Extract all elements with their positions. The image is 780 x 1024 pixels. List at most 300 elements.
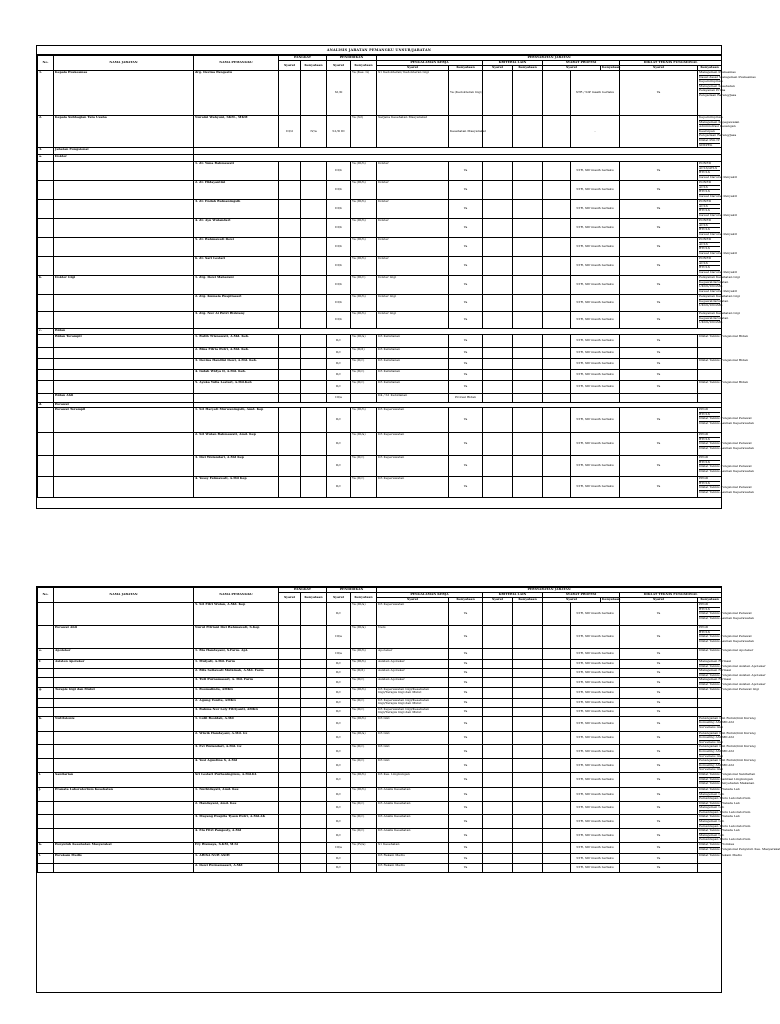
kriteria-syarat — [543, 707, 571, 716]
col-nama-jabatan: NAMA JABATAN — [54, 588, 194, 603]
pengalaman-kenyataan — [513, 669, 543, 678]
jabatan-name: Nutrisionis — [54, 716, 194, 731]
diklat-item: PONED — [699, 218, 712, 223]
pengalaman-kenyataan — [513, 678, 543, 687]
pengalaman-syarat — [483, 843, 513, 854]
diklat-item: Diklat Teknis Fungsional Perawat — [699, 464, 752, 469]
pangkat-syarat — [279, 200, 301, 219]
diklat-item: PPGD — [699, 625, 709, 629]
diklat-item: BTCLS — [699, 630, 720, 635]
pengalaman-syarat — [483, 716, 513, 731]
kriteria-syarat — [543, 698, 571, 707]
syarat-profesi: - — [571, 116, 620, 148]
pemangku-name: 2. Agung Yunita, AMKG — [194, 698, 279, 707]
pendidikan-kenyataan: Ya (III/b) — [351, 257, 377, 276]
jabatan-name — [54, 698, 194, 707]
pengalaman-kenyataan — [513, 312, 543, 329]
diklat-list — [698, 800, 751, 815]
pemangku-name — [194, 394, 279, 403]
row-number — [38, 238, 54, 257]
pemangku-name: 3. Mayang Puspita Tyasn Putri, A.Md.AK — [194, 815, 279, 829]
row-number: 1. — [38, 71, 54, 116]
pangkat-kenyataan — [301, 731, 327, 745]
row-number — [38, 829, 54, 843]
col-no: No. — [38, 56, 54, 71]
row-number: h. — [38, 716, 54, 731]
diklat-item: Pelayanan Kesehatan Gigi — [699, 311, 740, 316]
syarat-profesi-kenyataan: Ya — [620, 669, 698, 678]
persyaratan-kenyataan: Ya — [449, 276, 483, 295]
syarat-profesi-kenyataan: Ya — [620, 745, 698, 759]
jabatan-name — [54, 238, 194, 257]
diklat-item: PONED — [699, 161, 712, 166]
pengalaman-syarat — [483, 162, 513, 181]
syarat-profesi-kenyataan: Ya — [620, 276, 698, 295]
pengalaman-kenyataan — [513, 815, 543, 829]
diklat-list — [698, 161, 737, 181]
jabatan-name: Dokter Gigi — [54, 276, 194, 295]
pengalaman-syarat — [483, 477, 513, 498]
jabatan-name: Pranata Laboratorium Kesehatan — [54, 787, 194, 801]
pendidikan-syarat: II/c — [327, 669, 351, 678]
diklat-list — [698, 476, 754, 498]
diklat-item: Manajemen Farmasi — [699, 668, 732, 673]
diklat-item: Diklat Teknis Fungsional Bidan — [699, 334, 748, 339]
pengalaman-kenyataan — [513, 116, 543, 148]
row-number — [38, 456, 54, 477]
diklat-item: BTCLS — [699, 189, 720, 194]
jabatan-name — [54, 456, 194, 477]
jabatan-name — [54, 219, 194, 238]
pangkat-kenyataan — [301, 854, 327, 864]
diklat-item: Pelayanan Prima — [699, 88, 726, 93]
pangkat-syarat — [279, 843, 301, 854]
syarat-profesi-kenyataan: Ya — [620, 626, 698, 649]
pangkat-syarat — [279, 348, 301, 359]
pengalaman-syarat — [483, 370, 513, 381]
pangkat-kenyataan — [301, 433, 327, 456]
pendidikan-syarat: II/c — [327, 707, 351, 716]
syarat-profesi: STR, SIP masih berlaku — [571, 649, 620, 660]
syarat-profesi: STR, SIP masih berlaku — [571, 829, 620, 843]
diklat-list — [698, 602, 754, 626]
col-sp-kenyataan: Kenyataan — [602, 597, 621, 602]
pengalaman-kenyataan — [513, 162, 543, 181]
syarat-profesi-kenyataan: Ya — [620, 660, 698, 669]
row-number — [38, 181, 54, 200]
persyaratan-syarat: S1 Kesehatan — [377, 843, 449, 854]
diklat-item: PPGD — [699, 602, 709, 606]
syarat-profesi: STR, SIP masih berlaku — [571, 815, 620, 829]
syarat-profesi-kenyataan: Ya — [620, 456, 698, 477]
diklat-list — [698, 814, 751, 829]
syarat-profesi-kenyataan: Ya — [620, 219, 698, 238]
col-diklat: DIKLAT TEKNIS FUNGSIONAL — [620, 593, 722, 598]
diklat-list — [698, 275, 740, 295]
persyaratan-syarat: D3 Gizi — [377, 759, 449, 773]
kriteria-syarat — [543, 162, 571, 181]
syarat-profesi-kenyataan: Ya — [620, 603, 698, 626]
persyaratan-kenyataan: Ya — [449, 181, 483, 200]
pengalaman-kenyataan — [513, 359, 543, 370]
table-row — [38, 745, 722, 759]
syarat-profesi: STR, SIP masih berlaku — [571, 787, 620, 801]
diklat-item: Gawat Darurat Penyakit — [699, 269, 737, 274]
pemangku-name: drg. Devina Pangestu — [194, 71, 279, 116]
pemangku-name: 1. Nurhidayati, Amd. Kes — [194, 787, 279, 801]
pangkat-syarat — [279, 829, 301, 843]
col-pendidikan: PENDIDIKAN — [327, 588, 377, 593]
persyaratan-kenyataan: Profesi Bidan — [449, 394, 483, 403]
jabatan-name — [54, 181, 194, 200]
syarat-profesi-kenyataan: Ya — [620, 787, 698, 801]
pengalaman-kenyataan — [513, 181, 543, 200]
pemangku-name: 3. dr. Endah Ratnaningsih — [194, 200, 279, 219]
pangkat-kenyataan: IV/a — [301, 116, 327, 148]
pendidikan-syarat: III/a — [327, 843, 351, 854]
syarat-profesi-kenyataan: Ya — [620, 772, 698, 787]
jabatan-name: Terapis Gigi dan Mulut — [54, 687, 194, 698]
kriteria-syarat — [543, 276, 571, 295]
diklat-item: Kepemimpinan — [699, 79, 723, 84]
pengalaman-syarat — [483, 707, 513, 716]
persyaratan-syarat: D3 Analis Kesehatan — [377, 815, 449, 829]
jabatan-name — [54, 678, 194, 687]
jabatan-name — [54, 200, 194, 219]
persyaratan-syarat: D3 Keperawatan — [377, 477, 449, 498]
pemangku-name: 3. Evi Wulandari, A.Md. Gz — [194, 745, 279, 759]
kriteria-syarat — [543, 238, 571, 257]
diklat-list — [698, 686, 760, 698]
pengalaman-kenyataan — [513, 71, 543, 116]
persyaratan-syarat: S1 Kedokteran/ Kedokteran Gigi — [377, 71, 449, 116]
diklat-item: SIMPEG — [699, 143, 720, 148]
pemangku-name: 1. Lutfi Rosidah, A.Md — [194, 716, 279, 731]
syarat-profesi: STR, SIP masih berlaku — [571, 801, 620, 815]
syarat-profesi-kenyataan: Ya — [620, 854, 698, 864]
pangkat-syarat — [279, 219, 301, 238]
jabatan-name — [54, 745, 194, 759]
col-nama-pemangku: NAMA PEMANGKU — [194, 56, 279, 71]
diklat-item: Gawat Darurat Penyakit — [699, 250, 737, 255]
kriteria-syarat — [543, 181, 571, 200]
diklat-item: Diklat Teknis Pranata Lab — [699, 828, 740, 833]
syarat-profesi-kenyataan: Ya — [620, 698, 698, 707]
pengalaman-kenyataan — [513, 295, 543, 312]
pangkat-syarat — [279, 660, 301, 669]
persyaratan-kenyataan: Ya — [449, 408, 483, 433]
diklat-item: BTCLS — [699, 227, 720, 232]
pendidikan-syarat: III/b — [327, 276, 351, 295]
pengalaman-kenyataan — [513, 238, 543, 257]
pangkat-kenyataan — [301, 801, 327, 815]
pangkat-syarat — [279, 276, 301, 295]
pendidikan-kenyataan: Ya (II/c) — [351, 381, 377, 394]
syarat-profesi-kenyataan: Ya — [620, 707, 698, 716]
pendidikan-syarat: II/c — [327, 370, 351, 381]
syarat-profesi: STR, SIP masih berlaku — [571, 678, 620, 687]
table-row — [38, 731, 722, 745]
row-number: 2. — [38, 116, 54, 148]
diklat-item: Diklat Teknis Pranata Lab — [699, 800, 740, 805]
analysis-table-continued — [37, 587, 780, 873]
pendidikan-syarat: III/b — [327, 238, 351, 257]
persyaratan-kenyataan: Ya — [449, 456, 483, 477]
pangkat-kenyataan — [301, 716, 327, 731]
diklat-item: Konseling ASI/MP-ASI — [699, 720, 734, 725]
pendidikan-syarat: III/b — [327, 162, 351, 181]
pendidikan-syarat: II/c — [327, 335, 351, 348]
pangkat-syarat: III/d — [279, 116, 301, 148]
persyaratan-syarat: D3 Kebidanan — [377, 335, 449, 348]
syarat-profesi: STR, SIP masih berlaku — [571, 626, 620, 649]
diklat-list — [698, 677, 766, 687]
diklat-list — [698, 237, 737, 257]
pendidikan-kenyataan: Ya (II/c) — [351, 698, 377, 707]
pendidikan-kenyataan: Ya (III/b) — [351, 312, 377, 329]
pengalaman-kenyataan — [513, 200, 543, 219]
diklat-item: Surveilans Gizi — [699, 767, 723, 772]
jabatan-name — [54, 433, 194, 456]
syarat-profesi-kenyataan: Ya — [620, 433, 698, 456]
col-pend-syarat: Syarat — [327, 61, 351, 71]
pengalaman-syarat — [483, 787, 513, 801]
pangkat-syarat — [279, 787, 301, 801]
col-persyaratan: PERSYARATAN JABATAN — [377, 56, 722, 61]
pendidikan-syarat: II/c — [327, 678, 351, 687]
row-number — [38, 801, 54, 815]
pangkat-kenyataan — [301, 456, 327, 477]
diklat-item: Konseling ASI/MP-ASI — [699, 762, 734, 767]
persyaratan-kenyataan: Ya — [449, 669, 483, 678]
diklat-item: Gawat Darurat Penyakit — [699, 231, 737, 236]
persyaratan-syarat: D3 Gizi — [377, 731, 449, 745]
jabatan-name — [54, 381, 194, 394]
jabatan-name: Sanitarian — [54, 772, 194, 787]
pangkat-kenyataan — [301, 348, 327, 359]
pendidikan-syarat: II/c — [327, 698, 351, 707]
syarat-profesi-kenyataan: Ya — [620, 381, 698, 394]
col-kriteria-kenyataan: Kenyataan — [513, 66, 543, 71]
syarat-profesi-kenyataan: Ya — [620, 477, 698, 498]
row-number — [38, 433, 54, 456]
syarat-profesi-kenyataan: Ya — [620, 312, 698, 329]
table-row — [38, 801, 722, 815]
pengalaman-kenyataan — [513, 787, 543, 801]
pendidikan-kenyataan: Ya (II/c) — [351, 456, 377, 477]
diklat-item: Gawat Darurat Penyakit — [699, 174, 737, 179]
syarat-profesi: STR, SIP masih berlaku — [571, 219, 620, 238]
persyaratan-kenyataan: Ya — [449, 295, 483, 312]
persyaratan-kenyataan: Ya — [449, 603, 483, 626]
table-row — [38, 408, 722, 433]
pengalaman-syarat — [483, 759, 513, 773]
pengalaman-kenyataan — [513, 456, 543, 477]
pendidikan-kenyataan: Ya (II/c) — [351, 370, 377, 381]
pengalaman-kenyataan — [513, 829, 543, 843]
diklat-item: UKGS/UKGMB — [699, 320, 723, 325]
row-number — [38, 370, 54, 381]
pendidikan-syarat: II/c — [327, 731, 351, 745]
row-number — [38, 348, 54, 359]
table-row — [38, 394, 722, 403]
persyaratan-syarat: D3 Keperawatan — [377, 433, 449, 456]
pendidikan-syarat: II/c — [327, 433, 351, 456]
diklat-list — [698, 698, 722, 707]
jabatan-name — [54, 603, 194, 626]
pengalaman-syarat — [483, 335, 513, 348]
pangkat-kenyataan — [301, 381, 327, 394]
syarat-profesi: STR, SIP masih berlaku — [571, 660, 620, 669]
persyaratan-syarat: D3 Keperawatan — [377, 603, 449, 626]
pangkat-kenyataan — [301, 815, 327, 829]
persyaratan-syarat: D3 Rekam Medis — [377, 854, 449, 864]
col-kriteria: KRITERIA LAIN — [483, 61, 543, 66]
pangkat-kenyataan — [301, 678, 327, 687]
syarat-profesi: STR, SIP masih berlaku — [571, 433, 620, 456]
syarat-profesi-kenyataan: Ya — [620, 801, 698, 815]
col-kriteria: KRITERIA LAIN — [483, 593, 543, 598]
table-header — [38, 56, 722, 71]
pengalaman-syarat — [483, 116, 513, 148]
syarat-profesi-kenyataan: Ya — [620, 335, 698, 348]
diklat-item: BTCLS — [699, 412, 720, 417]
pendidikan-syarat: II/c — [327, 801, 351, 815]
pengalaman-kenyataan — [513, 660, 543, 669]
syarat-profesi: STR, SIP masih berlaku — [571, 359, 620, 370]
col-diklat-syarat: Syarat — [620, 598, 698, 603]
row-number — [38, 200, 54, 219]
diklat-item: Diklat Teknis Pranata Lab — [699, 814, 740, 819]
table-header — [38, 588, 722, 603]
jabatan-name — [54, 731, 194, 745]
row-number: f. — [38, 660, 54, 669]
diklat-item: Diklat Teknis Rekam Medis — [699, 853, 742, 858]
pengalaman-kenyataan — [513, 745, 543, 759]
persyaratan-syarat: D3 Keperawatan — [377, 408, 449, 433]
pengalaman-kenyataan — [513, 408, 543, 433]
persyaratan-kenyataan: Ya — [449, 687, 483, 698]
diklat-item: Diklat Teknis Asuhan Keperawatan — [699, 615, 754, 620]
pengalaman-kenyataan — [513, 335, 543, 348]
kriteria-syarat — [543, 312, 571, 329]
diklat-list — [698, 334, 748, 348]
pendidikan-syarat: III/b — [327, 295, 351, 312]
row-number: j. — [38, 787, 54, 801]
pemangku-name: 3. Dwi Wulandari, A.Md Kep — [194, 456, 279, 477]
row-number — [38, 731, 54, 745]
pengalaman-syarat — [483, 698, 513, 707]
syarat-profesi: STR, SIP masih berlaku — [571, 707, 620, 716]
kriteria-syarat — [543, 731, 571, 745]
pangkat-kenyataan — [301, 477, 327, 498]
syarat-profesi-kenyataan: Ya — [620, 678, 698, 687]
table-row — [38, 200, 722, 219]
persyaratan-kenyataan: Ya — [449, 238, 483, 257]
persyaratan-syarat: Apoteker — [377, 649, 449, 660]
pendidikan-kenyataan: Ya (S2) — [351, 116, 377, 148]
syarat-profesi-kenyataan: Ya — [620, 359, 698, 370]
diklat-item: BTCLS — [699, 607, 720, 612]
persyaratan-kenyataan: Ya — [449, 649, 483, 660]
pangkat-syarat — [279, 408, 301, 433]
pangkat-syarat — [279, 669, 301, 678]
diklat-item: ACLS — [699, 223, 720, 228]
persyaratan-syarat: Sarjana Kesehatan Masyarakat — [377, 116, 449, 148]
kriteria-syarat — [543, 116, 571, 148]
diklat-item: Diklat Teknis Fungsional Perawat — [699, 441, 752, 446]
pangkat-kenyataan — [301, 707, 327, 716]
col-diklat-kenyataan: Kenyataan — [698, 66, 722, 71]
kriteria-syarat — [543, 669, 571, 678]
pendidikan-kenyataan: Ya (III/b) — [351, 772, 377, 787]
diklat-item: Diklat Teknis Fungsional Perawat — [699, 634, 752, 639]
pengalaman-syarat — [483, 772, 513, 787]
diklat-list — [698, 218, 737, 238]
pemangku-name: 4. dr. Ayu Wulandari — [194, 219, 279, 238]
kriteria-syarat — [543, 745, 571, 759]
pangkat-kenyataan — [301, 626, 327, 649]
diklat-item: BTCLS — [699, 208, 720, 213]
diklat-item: Konseling ASI/MP-ASI — [699, 748, 734, 753]
table-row — [38, 843, 722, 854]
syarat-profesi-kenyataan: Ya — [620, 815, 698, 829]
pendidikan-kenyataan: Ya (II/c) — [351, 707, 377, 716]
persyaratan-syarat: Asisten Apoteker — [377, 669, 449, 678]
pendidikan-syarat: III/b — [327, 200, 351, 219]
table-row — [38, 716, 722, 731]
diklat-list — [698, 348, 722, 359]
pengalaman-kenyataan — [513, 801, 543, 815]
row-number — [38, 335, 54, 348]
syarat-profesi-kenyataan: Ya — [620, 649, 698, 660]
pangkat-syarat — [279, 649, 301, 660]
pangkat-kenyataan — [301, 698, 327, 707]
diklat-item: Manajemen Kesehatan — [699, 83, 735, 88]
diklat-list — [698, 180, 737, 200]
pemangku-name: 3. Devina Handini Dewi, A.Md. Keb. — [194, 359, 279, 370]
diklat-item: Diklat Teknis Asuhan Keperawatan — [699, 489, 754, 494]
pangkat-kenyataan — [301, 687, 327, 698]
persyaratan-kenyataan: Ya — [449, 787, 483, 801]
pangkat-kenyataan — [301, 660, 327, 669]
col-pangkat: PANGKAT — [279, 588, 327, 593]
pangkat-syarat — [279, 626, 301, 649]
pangkat-kenyataan — [301, 787, 327, 801]
section-filler — [194, 148, 722, 155]
syarat-profesi-kenyataan: Ya — [620, 162, 698, 181]
table-row — [38, 772, 722, 787]
pendidikan-kenyataan: Ya (III/b) — [351, 716, 377, 731]
pemangku-name: 4. Yesi Agustina S, A.Md — [194, 759, 279, 773]
syarat-profesi: STR / SIP masih berlaku — [571, 71, 620, 116]
pengalaman-syarat — [483, 801, 513, 815]
table-row — [38, 477, 722, 498]
diklat-list — [698, 625, 754, 649]
pendidikan-syarat: III/b — [327, 312, 351, 329]
table-row — [38, 257, 722, 276]
persyaratan-kenyataan: Ya — [449, 707, 483, 716]
row-number — [38, 295, 54, 312]
pemangku-name: 3. drg. Nur Ai Putri Rizkiany — [194, 312, 279, 329]
syarat-profesi: STR, SIP masih berlaku — [571, 669, 620, 678]
syarat-profesi: STR, SIP masih berlaku — [571, 276, 620, 295]
jabatan-name: Bidan Terampil — [54, 335, 194, 348]
persyaratan-kenyataan: Ya — [449, 433, 483, 456]
kriteria-syarat — [543, 200, 571, 219]
pendidikan-syarat: III/a — [327, 394, 351, 403]
persyaratan-kenyataan: Ya — [449, 626, 483, 649]
